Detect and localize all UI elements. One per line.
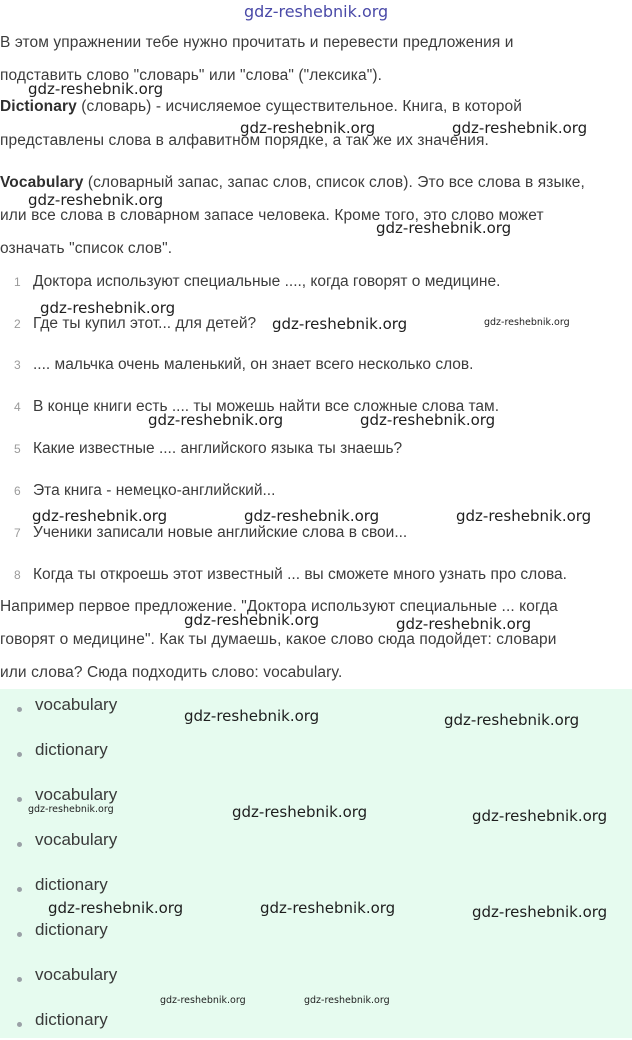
answers-box <box>0 689 632 1038</box>
answer-text: dictionary <box>35 740 108 759</box>
example-line-2: говорят о медицине". Как ты думаешь, какое слово сюда подойдет: словари <box>0 631 557 648</box>
answer-item <box>0 920 632 950</box>
header-watermark: gdz-reshebnik.org <box>244 2 389 21</box>
intro-line-1: В этом упражнении тебе нужно прочитать и перевести предложения и <box>0 34 514 51</box>
vocabulary-definition-line-2: или все слова в словарном запасе человека. Кроме того, это слово может <box>0 207 544 224</box>
list-number: 8 <box>14 568 21 582</box>
bullet-icon <box>17 752 22 757</box>
answer-text: vocabulary <box>35 830 118 849</box>
example-line-3: или слова? Сюда подходить слово: vocabulary. <box>0 664 343 681</box>
intro-line-2: подставить слово "словарь" или "слова" ("лексика"). <box>0 67 382 84</box>
answer-text: vocabulary <box>35 965 118 984</box>
watermark: gdz-reshebnik.org <box>260 899 396 917</box>
bullet-icon <box>17 932 22 937</box>
answer-item <box>0 740 632 770</box>
watermark: gdz-reshebnik.org <box>444 711 580 729</box>
bullet-icon <box>17 977 22 982</box>
sentence-text: .... мальчка очень маленький, он знает всего несколько слов. <box>33 356 474 373</box>
watermark: gdz-reshebnik.org <box>304 995 390 1006</box>
sentence-text: Эта книга - немецко-английский... <box>33 482 276 499</box>
answer-text: dictionary <box>35 920 108 939</box>
watermark: gdz-reshebnik.org <box>28 191 164 209</box>
dictionary-term: Dictionary <box>0 98 77 115</box>
vocabulary-definition-text: (словарный запас, запас слов, список слов). Это все слова в языке, <box>83 174 585 191</box>
bullet-icon <box>17 707 22 712</box>
list-number: 3 <box>14 358 21 372</box>
watermark: gdz-reshebnik.org <box>376 219 512 237</box>
watermark: gdz-reshebnik.org <box>472 807 608 825</box>
list-number: 6 <box>14 484 21 498</box>
watermark: gdz-reshebnik.org <box>232 803 368 821</box>
answer-item <box>0 1010 632 1040</box>
watermark: gdz-reshebnik.org <box>452 119 588 137</box>
dictionary-definition-line-1 <box>0 98 522 116</box>
answer-item <box>0 965 632 995</box>
list-number: 4 <box>14 400 21 414</box>
sentence-text: Ученики записали новые английские слова в свои... <box>33 524 408 541</box>
watermark: gdz-reshebnik.org <box>160 995 246 1006</box>
watermark: gdz-reshebnik.org <box>40 299 176 317</box>
watermark: gdz-reshebnik.org <box>184 707 320 725</box>
answer-item <box>0 830 632 860</box>
list-number: 5 <box>14 442 21 456</box>
answer-text: vocabulary <box>35 785 118 804</box>
watermark: gdz-reshebnik.org <box>484 317 570 328</box>
watermark: gdz-reshebnik.org <box>360 411 496 429</box>
vocabulary-definition-line-3: означать "список слов". <box>0 240 173 257</box>
bullet-icon <box>17 797 22 802</box>
bullet-icon <box>17 1022 22 1027</box>
answer-text: dictionary <box>35 875 108 894</box>
list-number: 2 <box>14 317 21 331</box>
list-number: 7 <box>14 526 21 540</box>
watermark: gdz-reshebnik.org <box>244 507 380 525</box>
sentence-text: Доктора используют специальные ...., когда говорят о медицине. <box>33 273 501 290</box>
watermark: gdz-reshebnik.org <box>28 80 164 98</box>
sentence-text: В конце книги есть .... ты можешь найти все сложные слова там. <box>33 398 499 415</box>
vocabulary-term: Vocabulary <box>0 174 84 191</box>
watermark: gdz-reshebnik.org <box>272 315 408 333</box>
watermark: gdz-reshebnik.org <box>456 507 592 525</box>
dictionary-definition-text: (словарь) - исчисляемое существительное. Книга, в которой <box>76 98 522 115</box>
bullet-icon <box>17 842 22 847</box>
answer-text: dictionary <box>35 1010 108 1029</box>
sentence-text: Какие известные .... английского языка ты знаешь? <box>33 440 403 457</box>
vocabulary-definition-line-1 <box>0 174 585 192</box>
dictionary-definition-line-2: представлены слова в алфавитном порядке, а так же их значения. <box>0 132 489 149</box>
watermark: gdz-reshebnik.org <box>148 411 284 429</box>
watermark: gdz-reshebnik.org <box>472 903 608 921</box>
watermark: gdz-reshebnik.org <box>32 507 168 525</box>
list-number: 1 <box>14 275 21 289</box>
watermark: gdz-reshebnik.org <box>240 119 376 137</box>
watermark: gdz-reshebnik.org <box>28 804 114 815</box>
bullet-icon <box>17 887 22 892</box>
sentence-text: Когда ты откроешь этот известный ... вы сможете много узнать про слова. <box>33 566 567 583</box>
watermark: gdz-reshebnik.org <box>396 615 532 633</box>
answer-text: vocabulary <box>35 695 118 714</box>
sentence-text: Где ты купил этот... для детей? <box>33 315 257 332</box>
example-line-1: Например первое предложение. "Доктора используют специальные ... когда <box>0 598 558 615</box>
watermark: gdz-reshebnik.org <box>184 611 320 629</box>
watermark: gdz-reshebnik.org <box>48 899 184 917</box>
